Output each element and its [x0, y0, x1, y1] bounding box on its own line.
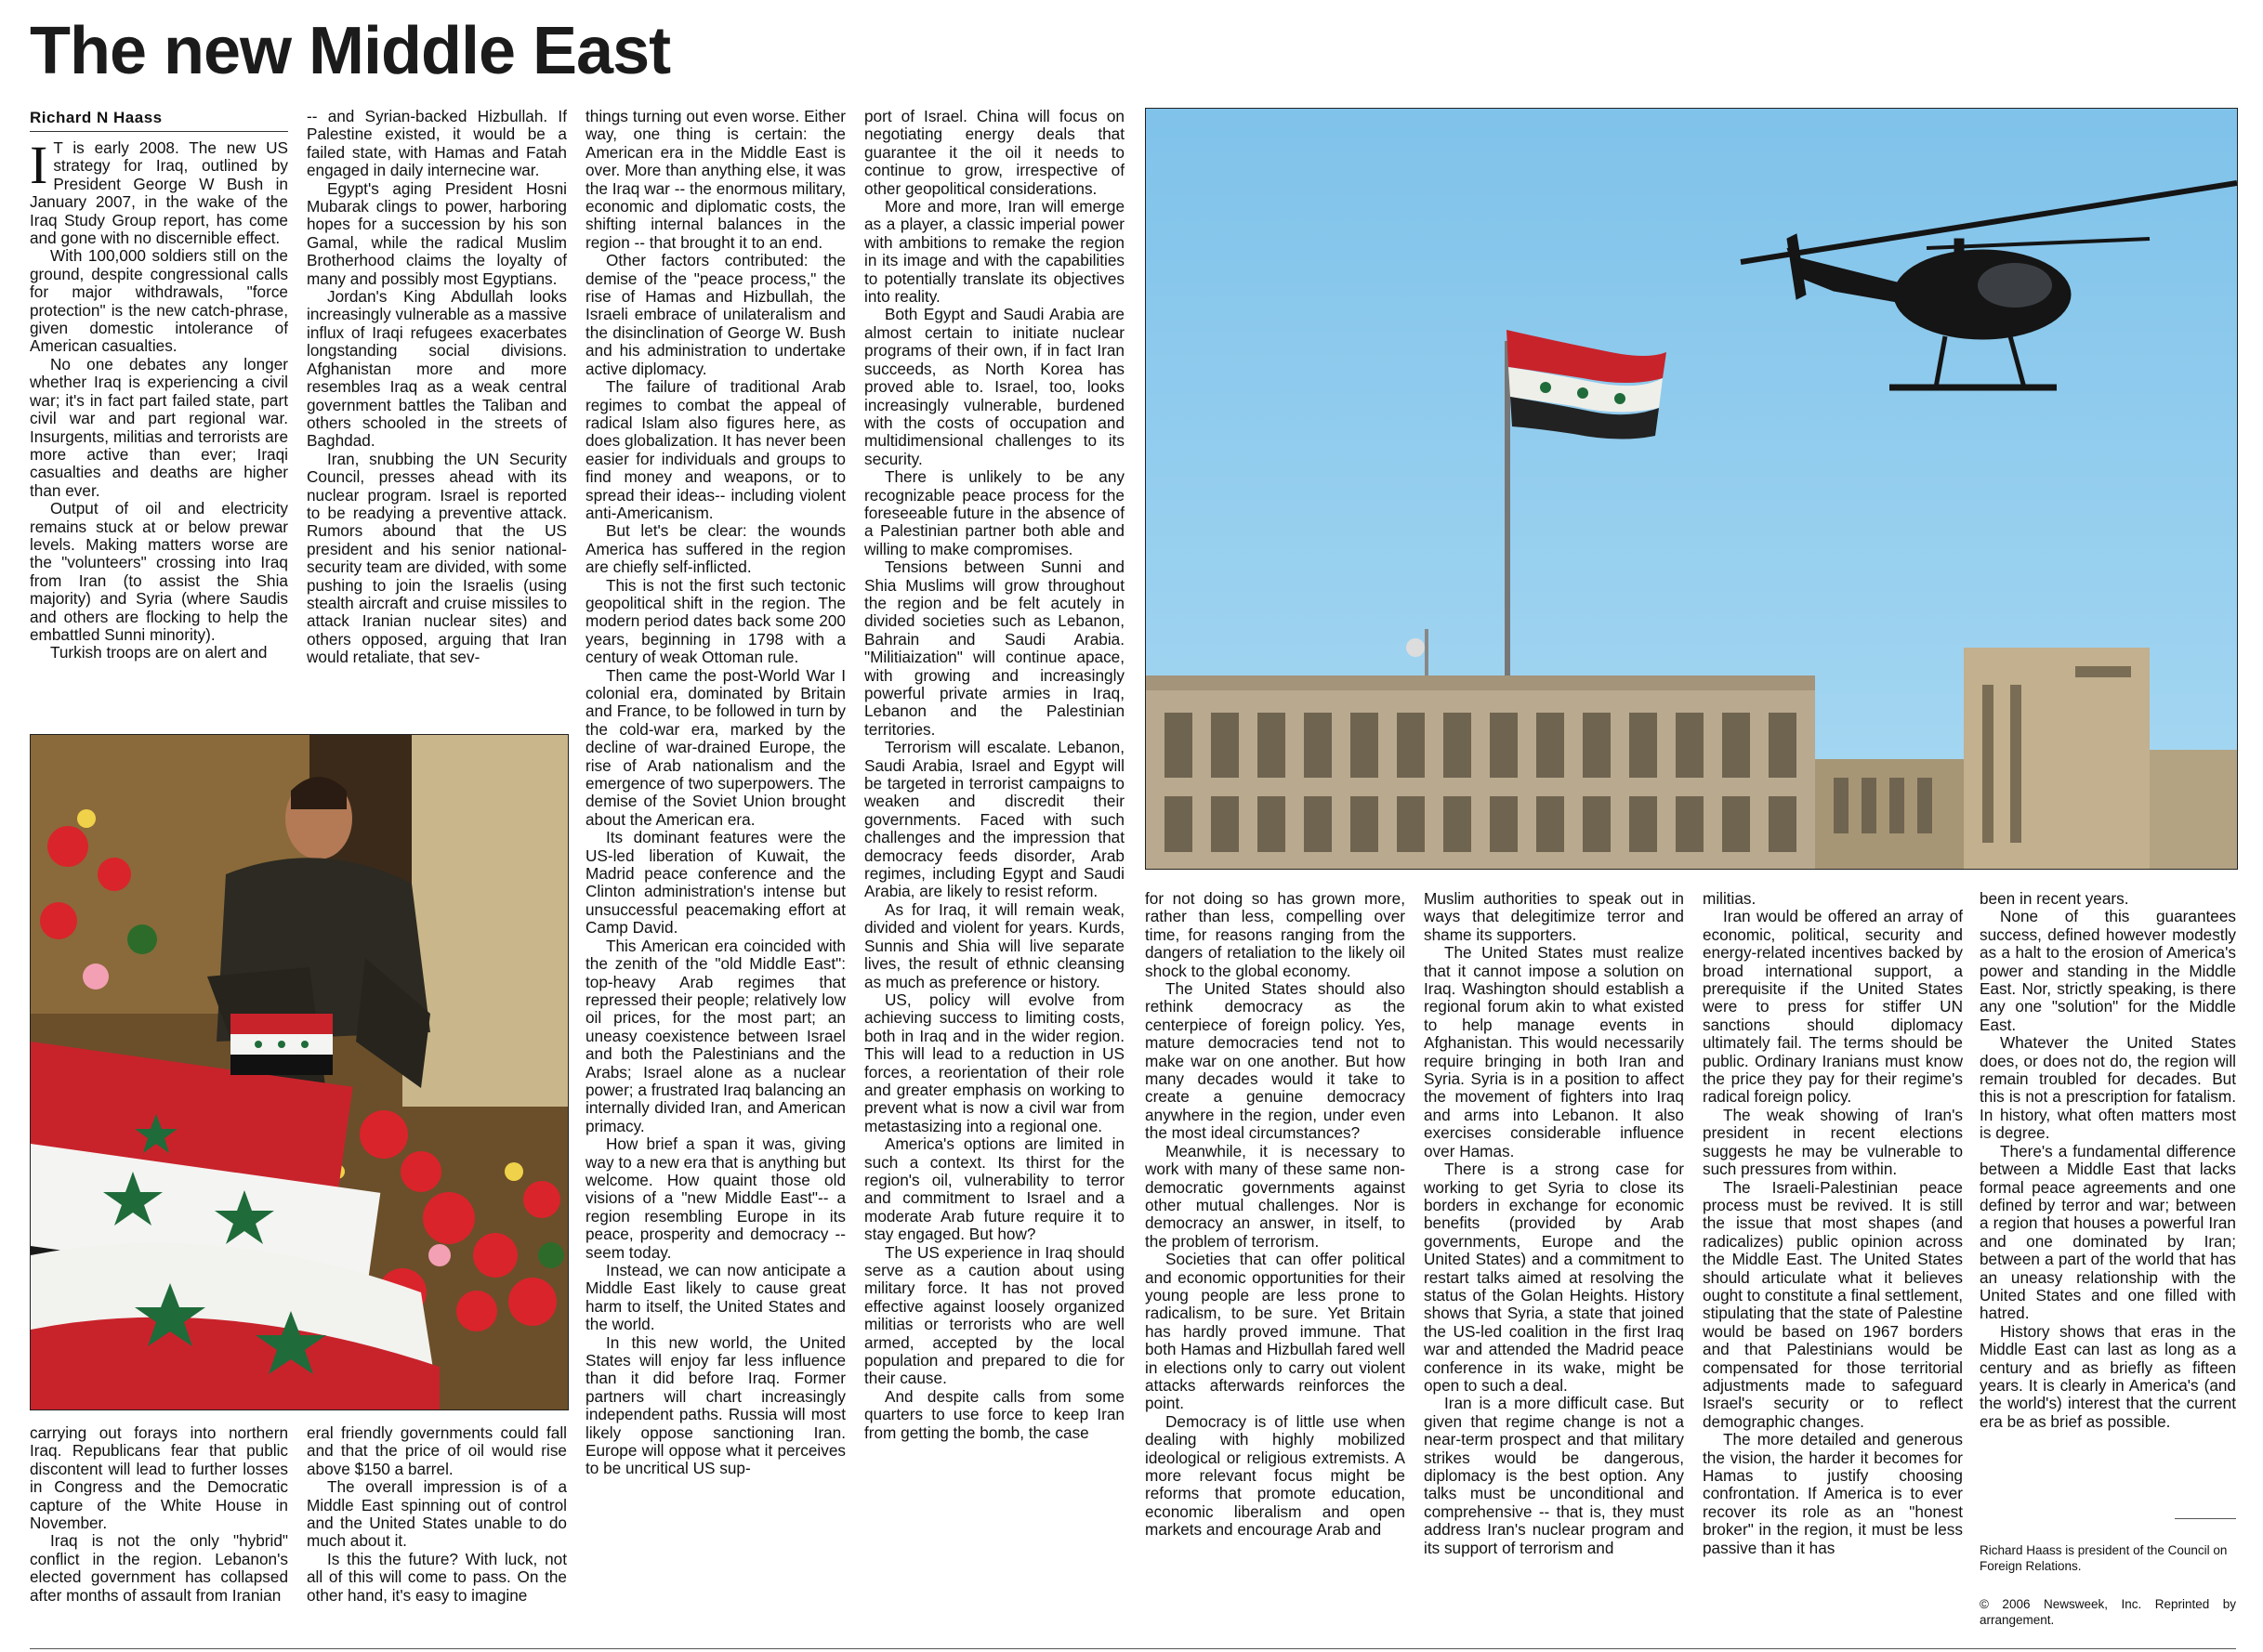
- paragraph: There is a strong case for working to get Syria to close its borders in exchange for economic benefits (provided by Arab governments, Europe and the United States) and a commitment to restart talks aimed at resolving the status of the Golan Heights. History shows that Syria, a state that joined the US-led coalition in the first Iraq war and attended the Madrid peace conference in its wake, might be open to such a deal.: [1424, 1160, 1684, 1395]
- paragraph: Jordan's King Abdullah looks increasingly vulnerable as a massive influx of Iraqi refugees exacerbates longstanding social divisions. Afghanistan more and more resembles Iraq as a weak central government battles the Taliban and others schooled in the streets of Baghdad.: [307, 287, 567, 451]
- paragraphs: [1424, 890, 1684, 1557]
- paragraph: No one debates any longer whether Iraq is experiencing a civil war; it's in fact part failed state, part civil war and part regional war. Insurgents, militias and terrorists are more active than ever; Iraqi casualties and deaths are higher than ever.: [30, 354, 288, 500]
- paragraphs: [1703, 890, 1963, 1557]
- paragraph: The Israeli-Palestinian peace process must be revived. It is still the issue that most shapes (and radicalizes) public opinion across the Middle East. The United States should articulate what it believes ought to constitute a final settlement, stipulating that the state of Palestine would be based on 1967 borders and that Palestinians would be compensated for those territorial adjustments made to safeguard Israel's security or to reflect demographic changes.: [1703, 1177, 1963, 1431]
- paragraph: The weak showing of Iran's president in recent elections suggests he may be vulnerable to such pressures from within.: [1703, 1105, 1963, 1179]
- paragraphs: [864, 108, 1125, 1442]
- paragraph: port of Israel. China will focus on negotiating energy deals that guarantee it the oil it needs to continue to grow, irrespective of other geopolitical considerations.: [864, 108, 1125, 198]
- author-note-text: Richard Haass is president of the Council on Foreign Relations.: [1980, 1543, 2228, 1573]
- paragraph: Both Egypt and Saudi Arabia are almost certain to initiate nuclear programs of their own, if in fact Iran succeeds, as North Korea has proved able to. Israel, too, looks increasingly vulnerable, burdened with the costs of occupation and multidimensional challenges to its security.: [864, 305, 1125, 468]
- byline: Richard N Haass: [30, 108, 288, 132]
- paragraph: I T is early 2008. The new US strategy for Iraq, outlined by President George W Bush in January 2007, in the wake of the Iraq Study Group report, has come and gone with no discernible effect.: [30, 135, 288, 248]
- paragraph: The US experience in Iraq should serve as a caution about using military force. It has not proved effective against loosely organized militias or terrorists who are well armed, accepted by the local population and prepared to die for their cause.: [864, 1242, 1125, 1388]
- paragraph: The failure of traditional Arab regimes to combat the appeal of radical Islam also figures here, as does globalization. It has never been easier for individuals and groups to find money and weapons, or to spread their ideas-- including violent anti-Americanism.: [585, 377, 846, 522]
- paragraph: Meanwhile, it is necessary to work with many of these same non-democratic governments against other mutual challenges. Nor is democracy an answer, in itself, to the problem of terrorism.: [1145, 1141, 1405, 1251]
- paragraphs: [307, 108, 567, 667]
- paragraph: The United States should also rethink democracy as the centerpiece of foreign policy. Yes, mature democracies tend not to make war on one another. But how many decades would it take to create a genuine democracy anywhere in the region, under even the most ideal circumstances?: [1145, 979, 1405, 1143]
- column-1-top: [30, 108, 288, 721]
- column-4: [864, 108, 1125, 1650]
- paragraph: History shows that eras in the Middle East can last as long as a century and as briefly as fifteen years. It is clearly in America's (and the world's) interest that the current era be as brief as possible.: [1980, 1321, 2236, 1431]
- column-5: [1145, 890, 1405, 1650]
- paragraph: The more detailed and generous the vision, the harder it becomes for Hamas to justify choosing confrontation. If America is to ever recover its role as an "honest broker" in the region, it must be less passive than it has: [1703, 1430, 1963, 1557]
- paragraph: been in recent years.: [1980, 890, 2129, 908]
- mourner-illustration: [31, 735, 568, 1409]
- paragraphs: [1145, 890, 1405, 1540]
- paragraph: Is this the future? With luck, not all of this will come to pass. On the other hand, it's easy to imagine: [307, 1549, 567, 1605]
- paragraphs: [1980, 890, 2236, 1431]
- paragraph: This is not the first such tectonic geopolitical shift in the region. The modern period dates back some 200 years, beginning in 1798 with a century of weak Ottoman rule.: [585, 575, 846, 667]
- paragraph: Whatever the United States does, or does not do, the region will remain troubled for decades. But this is not a prescription for fatalism. In history, what often matters most is degree.: [1980, 1033, 2236, 1143]
- paragraph: things turning out even worse. Either way, one thing is certain: the American era in the Middle East is over. More than anything else, it was the Iraq war -- the enormous military, economic and diplomatic costs, the shifting internal balances in the region -- that brought it to an end.: [585, 108, 846, 252]
- paragraph: As for Iraq, it will remain weak, divided and violent for years. Kurds, Sunnis and Shia will live separate lives, the result of ethnic cleansing as much as preference or history.: [864, 899, 1125, 991]
- paragraph: Tensions between Sunni and Shia Muslims will grow throughout the region and be felt acutely in divided societies such as Lebanon, Bahrain and Saudi Arabia. "Militiaization" will continue apace, with growing and increasingly powerful private armies in Iraq, Lebanon and the Palestinian territories.: [864, 557, 1125, 739]
- column-3: [585, 108, 846, 1650]
- paragraph: The United States must realize that it cannot impose a solution on Iraq. Washington should establish a regional forum akin to what existed to help manage events in Afghanistan. This would necessarily require bringing in both Iran and Syria. Syria is in a position to affect the movement of fighters into Iraq and arms into Lebanon. It also exercises considerable influence over Hamas.: [1424, 943, 1684, 1160]
- paragraph: Then came the post-World War I colonial era, dominated by Britain and France, to be followed in turn by the cold-war era, marked by the decline of war-drained Europe, the rise of Arab nationalism and the emergence of two superpowers. The demise of the Soviet Union brought about the American era.: [585, 665, 846, 829]
- author-note: [1980, 1542, 2236, 1580]
- paragraph: There's a fundamental difference between a Middle East that lacks formal peace agreements and one defined by terror and war; between a region that houses a powerful Iran and one dominated by Iran; between a part of the world that has an uneasy relationship with the United States and one filled with hatred.: [1980, 1141, 2236, 1323]
- drop-cap: I: [30, 135, 48, 195]
- paragraph: Democracy is of little use when dealing with highly mobilized ideological or religious extremists. A more relevant focus might be reforms that promote education, economic liberalism and open markets and encourage Arab and: [1145, 1411, 1405, 1540]
- paragraph: Instead, we can now anticipate a Middle East likely to cause great harm to itself, the United States and the world.: [585, 1261, 846, 1334]
- paragraph: Iran, snubbing the UN Security Council, presses ahead with its nuclear program. Israel is reported to be readying a preventive attack. Rumors abound that the US president and his senior national-security team are divided, with some pushing to join the Israelis (using stealth aircraft and cruise missiles to attack Iranian nuclear sites) and others opposed, arguing that Iran would retaliate, that sev-: [307, 449, 567, 667]
- paragraph: The overall impression is of a Middle East spinning out of control and the United States unable to do much about it.: [307, 1477, 567, 1551]
- paragraph: for not doing so has grown more, rather than less, compelling over time, for reasons ranging from the dangers of retaliation to the likely oil shock to the global economy.: [1145, 890, 1405, 980]
- paragraph: Terrorism will escalate. Lebanon, Saudi Arabia, Israel and Egypt will be targeted in terrorist campaigns to weaken and discredit their governments. Faced with such challenges and the impression that democracy feeds disorder, Arab regimes, including Egypt and Saudi Arabia, are likely to resist reform.: [864, 738, 1125, 901]
- paragraph: How brief a span it was, giving way to a new era that is anything but welcome. How quaint those old visions of a "new Middle East"-- a region resembling Europe in its peace, prosperity and democracy -- seem today.: [585, 1134, 846, 1262]
- column-2-bottom: [307, 1424, 567, 1647]
- paragraph: This American era coincided with the zenith of the "old Middle East": top-heavy Arab regimes that repressed their people; relatively low oil prices, for the most part; an uneasy coexistence between Israel and both the Palestinians and the Arabs; Israel alone as a nuclear power; a frustrated Iraq balancing an internally divided Iran, and American primacy.: [585, 936, 846, 1135]
- footer-rule: [30, 1648, 2236, 1649]
- paragraph: More and more, Iran will emerge as a player, a classic imperial power with ambitions to remake the region in its image and with the capabilities to potentially translate its objectives into reality.: [864, 197, 1125, 307]
- paragraph: eral friendly governments could fall and that the price of oil would rise above $150 a barrel.: [307, 1424, 567, 1478]
- paragraph: None of this guarantees success, defined however modestly as a halt to the erosion of America's power and standing in the Middle East. Nor, strictly speaking, is there any one "solution" for the Middle East.: [1980, 907, 2236, 1034]
- paragraph: Output of oil and electricity remains stuck at or below prewar levels. Making matters worse are the "volunteers" crossing into Iraq from Iran (to assist the Shia majority) and Syria (where Saudis and others are flocking to help the embattled Sunni minority).: [30, 499, 288, 644]
- mourner-photo: [30, 734, 569, 1410]
- paragraph: America's options are limited in such a context. Its thirst for the region's oil, vulnerability to terror and commitment to Israel and a moderate Arab future require it to stay engaged. But how?: [864, 1134, 1125, 1244]
- end-rule: [2175, 1518, 2236, 1519]
- column-2-top: [307, 108, 567, 721]
- paragraph: Iraq is not the only "hybrid" conflict in the region. Lebanon's elected government has collapsed after months of assault from Iranian: [30, 1531, 288, 1605]
- paragraph: US, policy will evolve from achieving success to limiting costs, both in Iraq and in the wider region. This will lead to a reduction in US forces, a reorientation of their role and greater emphasis on working to prevent what is now a civil war from metastasizing into a regional one.: [864, 990, 1125, 1135]
- paragraph: Iran would be offered an array of economic, political, security and energy-related incentives backed by broad international support, a prerequisite if the United States were to press for stiffer UN sanctions should diplomacy ultimately fail. The terms should be public. Ordinary Iranians must know the price they pay for their regime's radical foreign policy.: [1703, 907, 1963, 1107]
- paragraph: militias.: [1703, 890, 1756, 908]
- paragraph: Its dominant features were the US-led liberation of Kuwait, the Madrid peace conference and the Clinton administration's intense but unsuccessful peacemaking effort at Camp David.: [585, 828, 846, 937]
- paragraphs: [307, 1424, 567, 1605]
- paragraphs: [585, 108, 846, 1478]
- paragraph: There is unlikely to be any recognizable peace process for the foreseeable future in the absence of a Palestinian partner both able and willing to make compromises.: [864, 467, 1125, 558]
- paragraph: Societies that can offer political and economic opportunities for their young people are less prone to radicalism, to be sure. Yet Britain has hardly proved immune. That both Hamas and Hizbullah fared well in elections only to carry out violent attacks afterwards reinforces the point.: [1145, 1250, 1405, 1413]
- column-6: [1424, 890, 1684, 1650]
- paragraph: Turkish troops are on alert and: [50, 643, 268, 662]
- paragraph: -- and Syrian-backed Hizbullah. If Palestine existed, it would be a failed state, with Hamas and Fatah engaged in daily internecine war.: [307, 108, 567, 180]
- column-8: [1980, 890, 2236, 1522]
- paragraph: Other factors contributed: the demise of the "peace process," the rise of Hamas and Hizbullah, the Israeli embrace of unilateralism and the disinclination of George W. Bush and his administration to undertake active diplomacy.: [585, 251, 846, 378]
- paragraph: carrying out forays into northern Iraq. Republicans fear that public discontent will lead to further losses in Congress and the Democratic capture of the White House in November.: [30, 1424, 288, 1533]
- paragraph: With 100,000 soldiers still on the ground, despite congressional calls for major withdrawals, "force protection" is the new catch-phrase, given domestic intolerance of American casualties.: [30, 246, 288, 356]
- paragraph: Egypt's aging President Hosni Mubarak clings to power, harboring hopes for a succession by his son Gamal, while the radical Muslim Brotherhood claims the loyalty of many and possibly most Egyptians.: [307, 178, 567, 288]
- copyright-text: © 2006 Newsweek, Inc. Reprinted by arrangement.: [1980, 1597, 2236, 1627]
- paragraph: Muslim authorities to speak out in ways that delegitimize terror and shame its supporters.: [1424, 890, 1684, 944]
- column-1-bottom: [30, 1424, 288, 1647]
- helicopter-photo: [1145, 108, 2238, 870]
- paragraphs: [30, 135, 288, 662]
- paragraphs: [30, 1424, 288, 1605]
- paragraph: And despite calls from some quarters to use force to keep Iran from getting the bomb, the case: [864, 1386, 1125, 1442]
- copyright: [1980, 1596, 2236, 1633]
- paragraph: But let's be clear: the wounds America has suffered in the region are chiefly self-inflicted.: [585, 521, 846, 577]
- helicopter-illustration: [1146, 109, 2237, 869]
- paragraph: In this new world, the United States will enjoy far less influence than it did before Iraq. Former partners will chart increasingly independent paths. Russia will most likely oppose sanctioning Iran. Europe will oppose what it perceives to be uncritical US sup-: [585, 1332, 846, 1478]
- paragraph: Iran is a more difficult case. But given that regime change is not a near-term prospect and that military strikes would be dangerous, diplomacy is the best option. Any talks must be unconditional and comprehensive -- that is, they must address Iran's nuclear program and its support of terrorism and: [1424, 1394, 1684, 1557]
- page-title: The new Middle East: [30, 14, 671, 88]
- column-7: [1703, 890, 1963, 1650]
